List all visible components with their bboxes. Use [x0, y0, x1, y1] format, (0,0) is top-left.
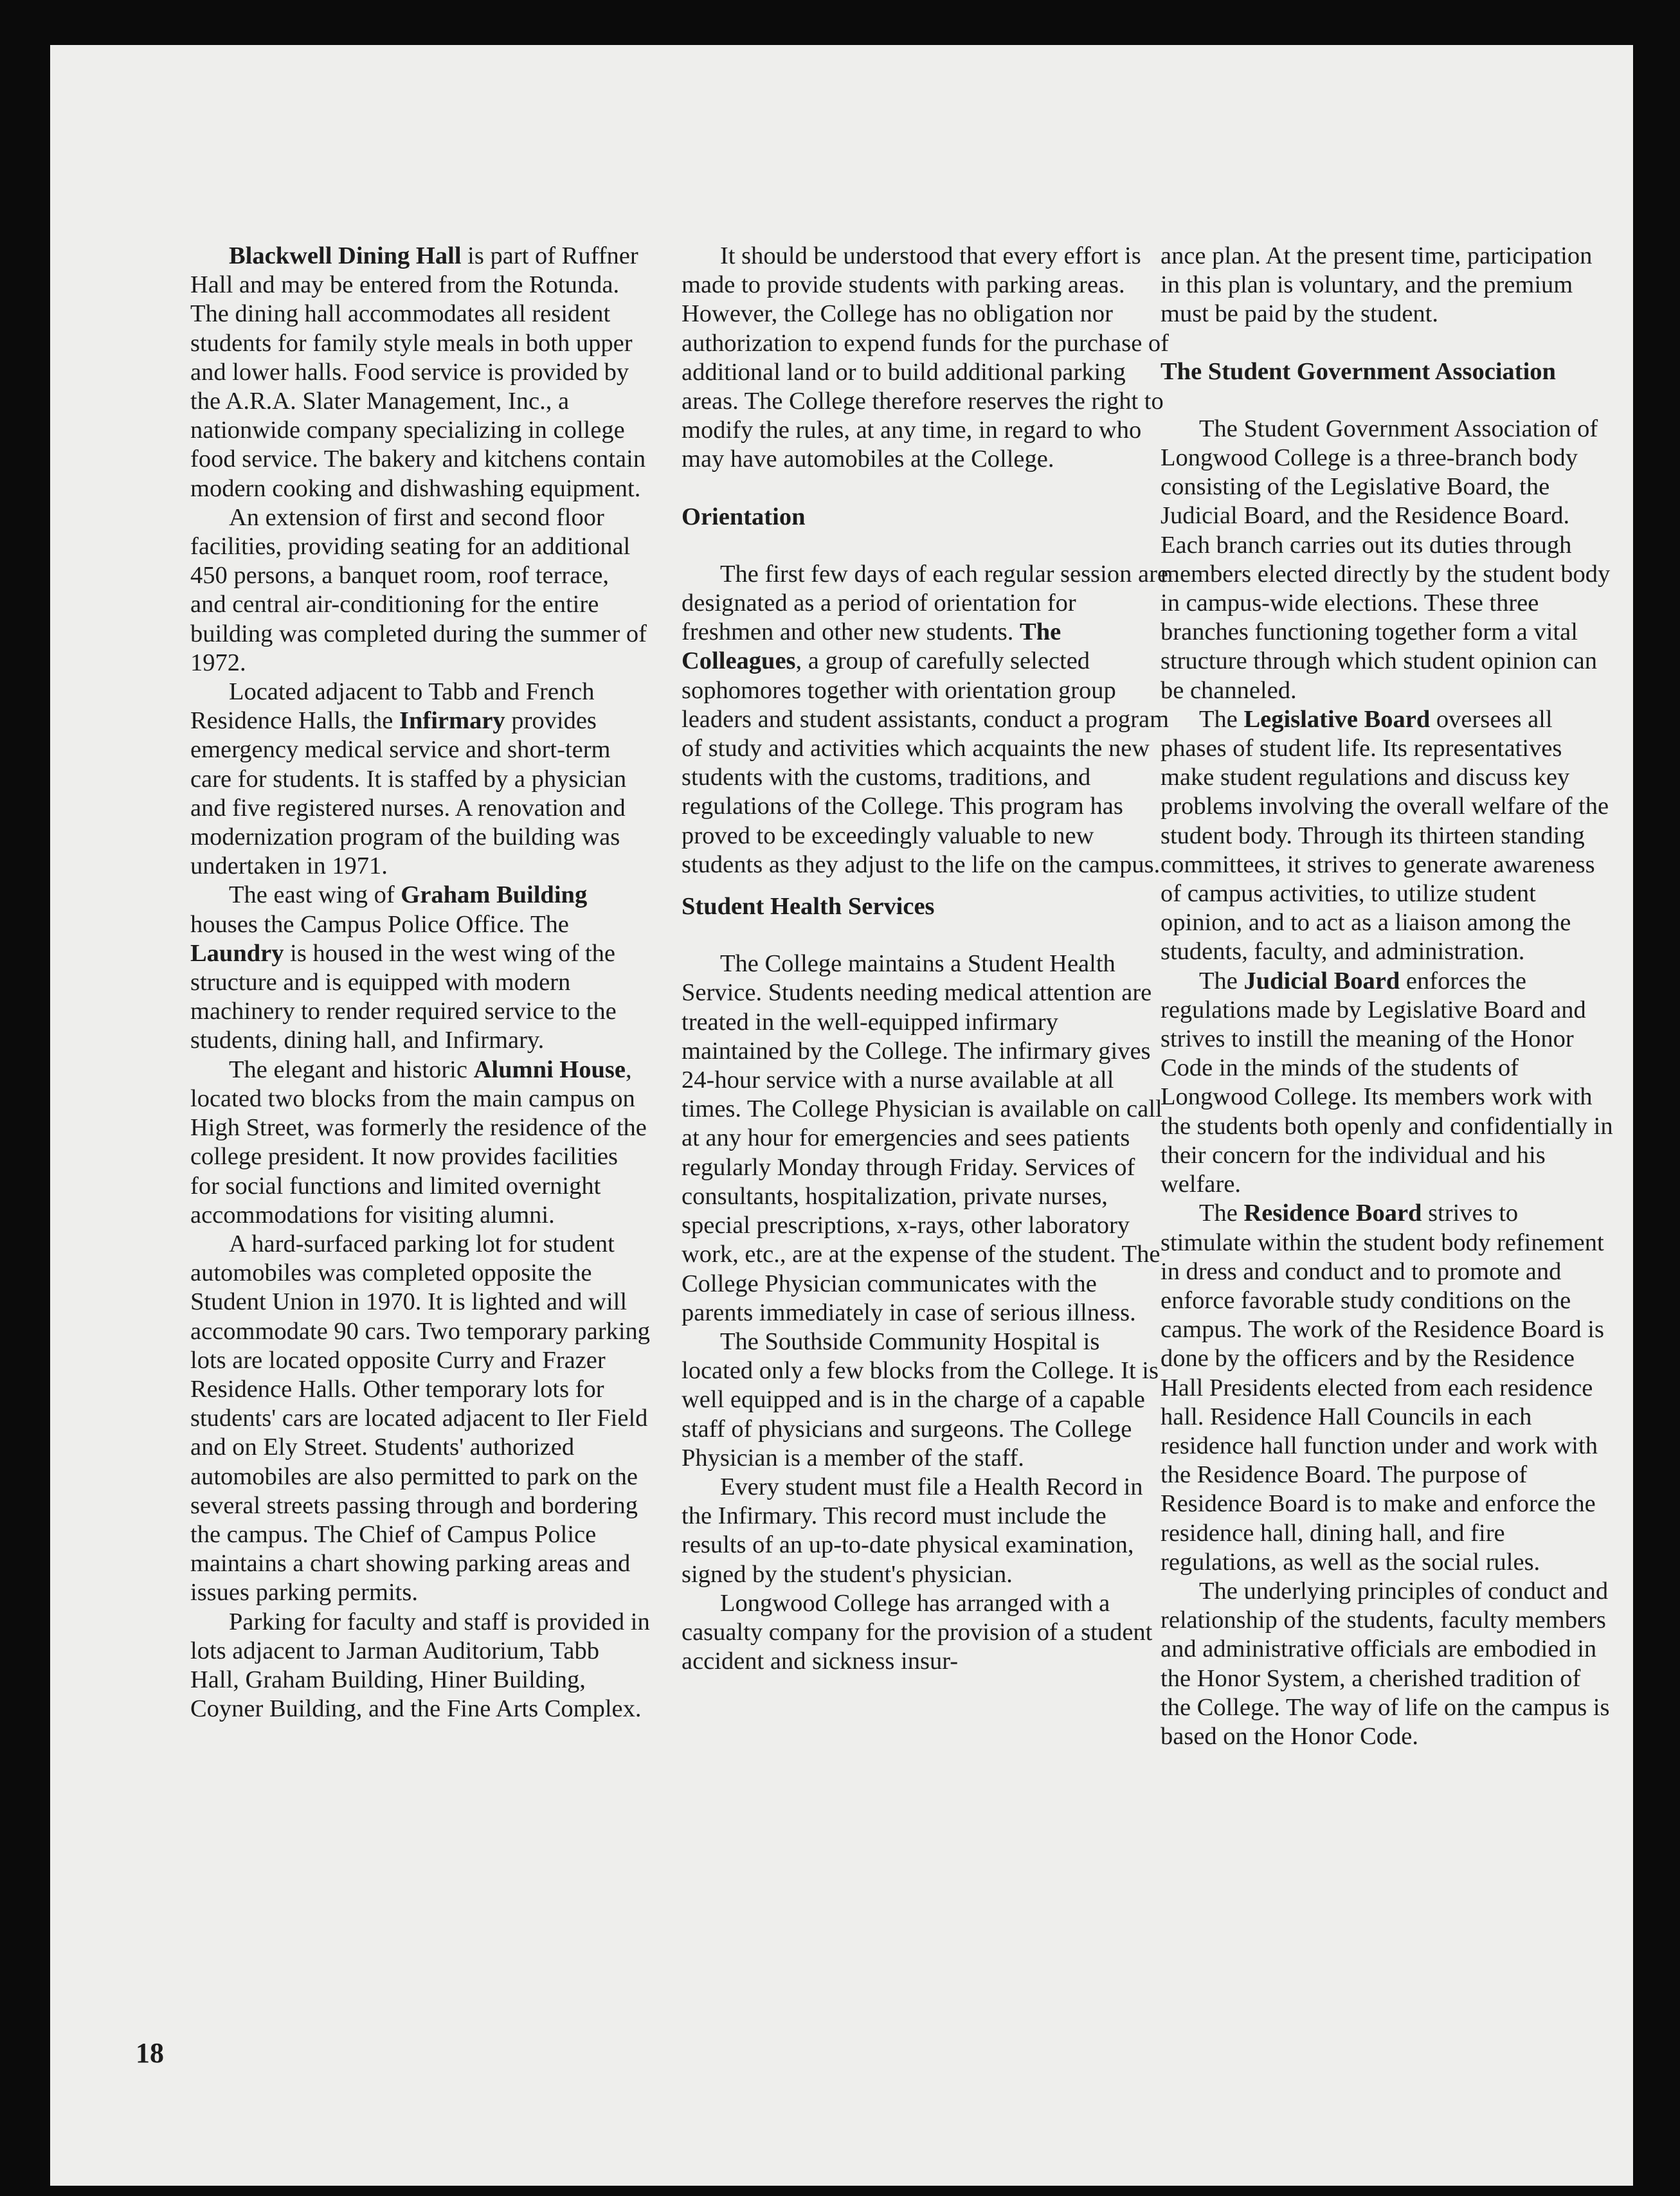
- paragraph-health-record: Every student must file a Health Record in the Infirmary. This record must include the results of an up-to-date physical examination, signed by the student's physician.: [682, 1473, 1143, 1588]
- term-the-colleagues: The Colleagues: [682, 618, 1061, 675]
- column-middle: [682, 242, 1170, 1676]
- column-right: [1161, 242, 1614, 1751]
- paragraph-community-hospital: The Southside Community Hospital is located only a few blocks from the College. It is well equipped and is in the charge of a capable staff of physicians and surgeons. The College Physician is a member of the staff.: [682, 1328, 1159, 1472]
- paragraph-alumni-house: The elegant and historic Alumni House, located two blocks from the main campus on High Street, was formerly the residence of the college president. It now provides facilities for social functions and limited overnight accommodations for visiting alumni.: [190, 1056, 647, 1228]
- heading-student-government-association: The Student Government Association: [1161, 357, 1556, 385]
- paragraph-faculty-parking: Parking for faculty and staff is provided in lots adjacent to Jarman Auditorium, Tabb Hall, Graham Building, Hiner Building, Coyner Building, and the Fine Arts Complex.: [190, 1608, 650, 1723]
- column-left: [190, 242, 650, 1724]
- paragraph-orientation: The first few days of each regular session are designated as a period of orientation for freshmen and other new students. The Colleagues, a group of carefully selected sophomores together with orientation group leaders and student assistants, conduct a program of study and activities which acquaints the new students with the customs, traditions, and regulations of the College. This program has proved to be exceedingly valuable to new students as they adjust to the life on the campus.: [682, 560, 1170, 878]
- paragraph-extension: An extension of first and second floor facilities, providing seating for an additional 450 persons, a banquet room, roof terrace, and central air-conditioning for the entire building was completed during the summer of 1972.: [190, 503, 647, 676]
- term-legislative-board: Legislative Board: [1243, 705, 1431, 733]
- term-residence-board: Residence Board: [1243, 1200, 1422, 1227]
- heading-student-health-services: Student Health Services: [682, 893, 935, 921]
- term-judicial-board: Judicial Board: [1243, 967, 1400, 995]
- paragraph-infirmary: Located adjacent to Tabb and French Residence Halls, the Infirmary provides emergency medical service and short-term care for students. It is staffed by a physician and five registered nurses. A renovation and modernization program of the building was undertaken in 1971.: [190, 678, 627, 880]
- paragraph-legislative-board: The Legislative Board oversees all phases of student life. Its representatives make student regulations and discuss key problems involving the overall welfare of the student body. Through its thirteen standing committees, it strives to generate awareness of campus activities, to utilize student opinion, and to act as a liaison among the students, faculty, and administration.: [1161, 705, 1609, 966]
- paragraph-insurance-continued: ance plan. At the present time, participation in this plan is voluntary, and the premium must be paid by the student.: [1161, 242, 1593, 328]
- paragraph-student-parking: A hard-surfaced parking lot for student automobiles was completed opposite the Student Union in 1970. It is lighted and will accommodate 90 cars. Two temporary parking lots are located opposite Curry and Frazer Residence Halls. Other temporary lots for students' cars are located adjacent to Iler Field and on Ely Street. Students' authorized automobiles are also permitted to park on the several streets passing through and bordering the campus. The Chief of Campus Police maintains a chart showing parking areas and issues parking permits.: [190, 1230, 651, 1607]
- paragraph-health-service: The College maintains a Student Health Service. Students needing medical attention are treated in the well-equipped infirmary maintained by the College. The infirmary gives 24-hour service with a nurse available at all times. The College Physician is available on call at any hour for emergencies and sees patients regularly Monday through Friday. Services of consultants, hospitalization, private nurses, special prescriptions, x-rays, other laboratory work, etc., are at the expense of the student. The College Physician communicates with the parents immediately in case of serious illness.: [682, 950, 1162, 1326]
- paragraph-sga: The Student Government Association of Longwood College is a three-branch body consisting of the Legislative Board, the Judicial Board, and the Residence Board. Each branch carries out its duties through members elected directly by the student body in campus-wide elections. These three branches functioning together form a vital structure through which student opinion can be channeled.: [1161, 415, 1611, 704]
- paragraph-parking-policy: It should be understood that every effort is made to provide students with parking areas. However, the College has no obligation nor authorization to expend funds for the purchase of additional land or to build additional parking areas. The College therefore reserves the right to modify the rules, at any time, in regard to who may have automobiles at the College.: [682, 242, 1169, 473]
- term-infirmary: Infirmary: [399, 707, 505, 735]
- page-number: 18: [136, 2037, 164, 2069]
- paragraph-blackwell-dining-hall: Blackwell Dining Hall is part of Ruffner Hall and may be entered from the Rotunda. The dining hall accommodates all resident students for family style meals in both upper and lower halls. Food service is provided by the A.R.A. Slater Management, Inc., a nationwide company specializing in college food service. The bakery and kitchens contain modern cooking and dishwashing equipment.: [190, 242, 646, 502]
- paragraph-judicial-board: The Judicial Board enforces the regulations made by Legislative Board and strives to instill the meaning of the Honor Code in the minds of the students of Longwood College. Its members work with the students both openly and confidentially in their concern for the individual and his welfare.: [1161, 967, 1613, 1198]
- term-alumni-house: Alumni House: [473, 1056, 626, 1083]
- paragraph-graham-building: The east wing of Graham Building houses the Campus Police Office. The Laundry is housed in the west wing of the structure and is equipped with modern machinery to render required service to the students, dining hall, and Infirmary.: [190, 881, 617, 1054]
- heading-orientation: Orientation: [682, 503, 806, 530]
- document-page: [50, 45, 1633, 2186]
- term-blackwell-dining-hall: Blackwell Dining Hall: [229, 242, 462, 269]
- paragraph-insurance: Longwood College has arranged with a casualty company for the provision of a student accident and sickness insur-: [682, 1589, 1153, 1675]
- paragraph-residence-board: The Residence Board strives to stimulate within the student body refinement in dress and conduct and to promote and enforce favorable study conditions on the campus. The work of the Residence Board is done by the officers and by the Residence Hall Presidents elected from each residence hall. Residence Hall Councils in each residence hall function under and work with the Residence Board. The purpose of Residence Board is to make and enforce the residence hall, dining hall, and fire regulations, as well as the social rules.: [1161, 1200, 1604, 1576]
- term-laundry: Laundry: [190, 939, 284, 967]
- term-graham-building: Graham Building: [401, 881, 588, 909]
- paragraph-honor-system: The underlying principles of conduct and relationship of the students, faculty members and administrative officials are embodied in the Honor System, a cherished tradition of the College. The way of life on the campus is based on the Honor Code.: [1161, 1577, 1610, 1750]
